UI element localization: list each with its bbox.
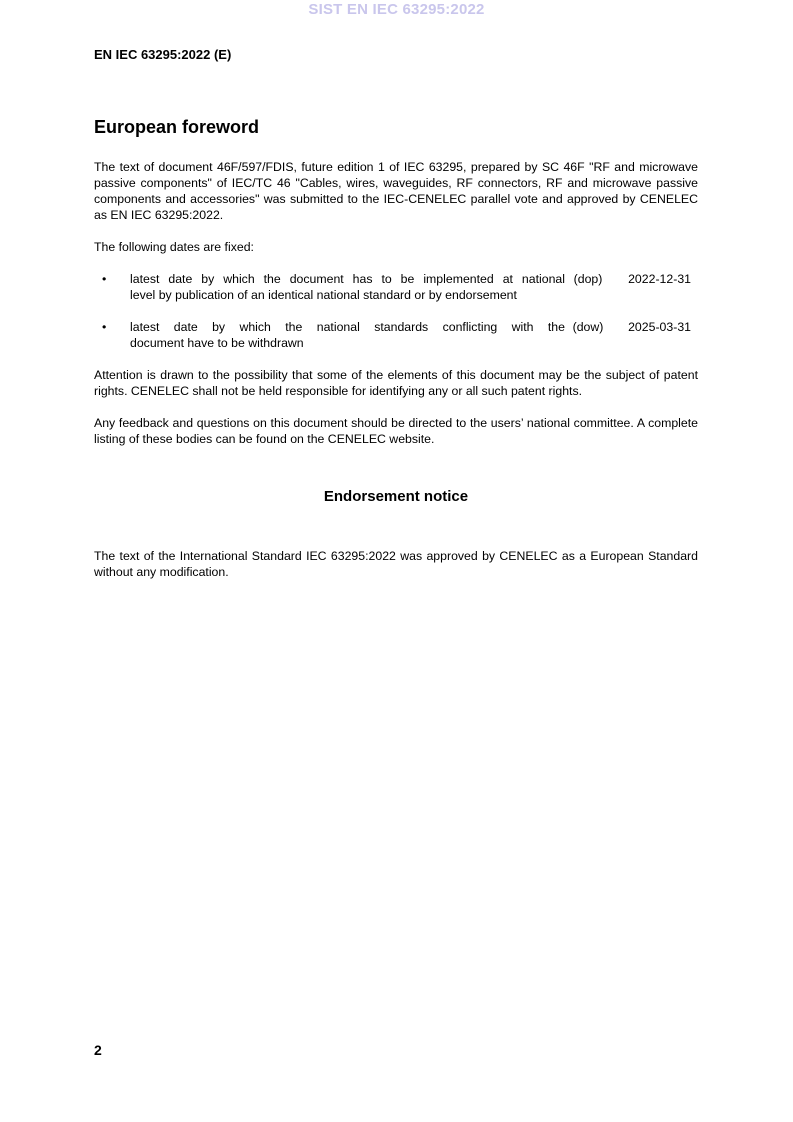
date-description [130,271,565,303]
endorsement-text: The text of the International Standard IEC 63295:2022 was approved by CENELEC as a European Standard without any modification. [94,549,698,579]
date-description-line2: document have to be withdrawn [130,336,304,350]
bullet-icon: • [102,272,107,286]
date-item-dow [94,319,698,351]
date-description [130,319,565,351]
document-header: EN IEC 63295:2022 (E) [94,47,232,62]
date-description-line1: latest date by which the document has to be implemented at national [130,272,565,286]
page-number: 2 [94,1042,102,1058]
date-code: (dop) [573,272,603,286]
foreword-title: European foreword [94,117,260,137]
date-description-line1: latest date by which the national standards conflicting with the [130,320,565,334]
date-code: (dow) [572,320,604,334]
bullet-icon: • [102,320,107,334]
date-value: 2025-03-31 [628,320,691,334]
foreword-paragraph: The text of document 46F/597/FDIS, future edition 1 of IEC 63295, prepared by SC 46F "RF and microwave passive components" of IEC/TC 46 "Cables, wires, waveguides, RF connectors, RF and microwave passive components and accessories" was submitted to the IEC-CENELEC parallel vote and approved by CENELEC as EN IEC 63295:2022. [94,160,698,222]
page-content [94,115,698,596]
date-value: 2022-12-31 [628,272,691,286]
dates-intro: The following dates are fixed: [94,240,254,254]
watermark: SIST EN IEC 63295:2022 [308,1,485,18]
feedback-paragraph: Any feedback and questions on this document should be directed to the users’ national committee. A complete listing of these bodies can be found on the CENELEC website. [94,416,698,446]
patent-notice: Attention is drawn to the possibility that some of the elements of this document may be the subject of patent rights. CENELEC shall not be held responsible for identifying any or all such patent rights. [94,368,698,398]
endorsement-title: Endorsement notice [323,488,469,505]
date-item-dop [94,271,698,303]
date-description-line2: level by publication of an identical national standard or by endorsement [130,288,517,302]
